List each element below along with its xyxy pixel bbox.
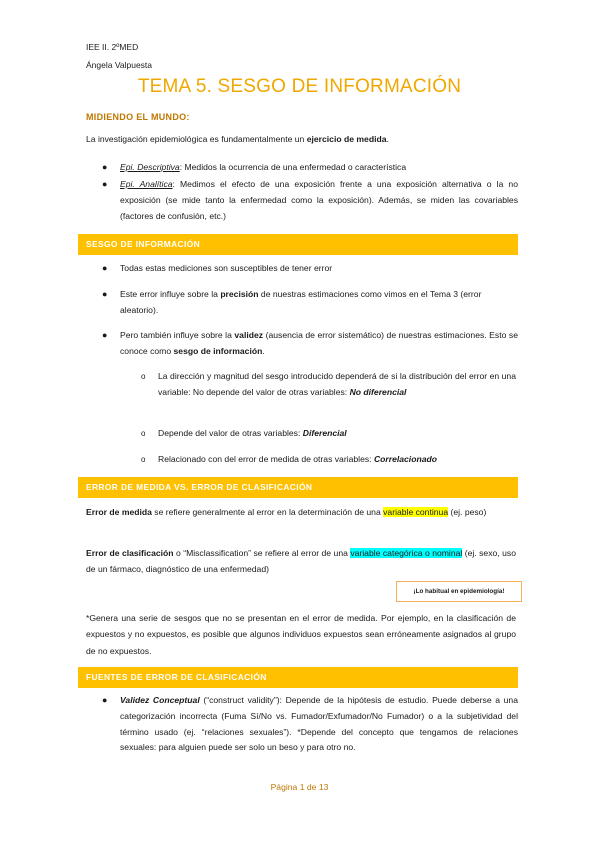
subbullet-diferencial: o Depende del valor de otras variables: Diferencial [158, 426, 516, 442]
bullet-icon: ● [102, 162, 108, 172]
intro-paragraph: La investigación epidemiológica es fundamentalmente un ejercicio de medida. [86, 134, 389, 144]
bullet-epi-analitica: ● Epi. Analítica: Medimos el efecto de una exposición frente a una exposición alternativa o la no exposición (se mide tanto la enfermedad como la exposición). Además, se miden las covariables (factores de confusión, etc.) [102, 179, 518, 221]
bullet-icon: ● [102, 179, 108, 189]
paragraph-error-clasificacion: Error de clasificación o “Misclassification” se refiere al error de una variable categórica o nominal (ej. sexo, uso de un fármaco, diagnóstico de una enfermedad) [86, 548, 516, 575]
bullet-icon: ● [102, 263, 108, 273]
bullet-mediciones-error: ● Todas estas mediciones son susceptibles de tener error [120, 261, 518, 277]
page-footer: Página 1 de 13 [270, 782, 329, 792]
paragraph-genera-sesgos: *Genera una serie de sesgos que no se presentan en el error de medida. Por ejemplo, en la clasificación de expuestos y no expuestos, es posible que algunos individuos expuestos sean erróneamente asignados al grupo de no expuestos. [86, 613, 516, 656]
bullet-icon: ● [102, 695, 108, 705]
circle-bullet-icon: o [141, 429, 146, 438]
subbullet-no-diferencial: o La dirección y magnitud del sesgo introducido dependerá de si la distribución del error en una variable: No depende del valor de otras variables: No diferencial [141, 371, 516, 397]
author-header: Ángela Valpuesta [86, 60, 153, 70]
paragraph-error-medida: Error de medida se refiere generalmente al error en la determinación de una variable continua (ej. peso) [86, 507, 487, 517]
bullet-validez: ● Pero también influye sobre la validez (ausencia de error sistemático) de nuestras estimaciones. Esto se conoce como sesgo de información. [102, 330, 518, 356]
note-box-habitual: ¡Lo habitual en epidemiología! [396, 581, 522, 602]
subbullet-correlacionado: o Relacionado con del error de medida de otras variables: Correlacionado [158, 452, 516, 468]
section-subtitle-midiendo: MIDIENDO EL MUNDO: [86, 112, 190, 122]
highlight-variable-categorica: variable categórica o nominal [350, 548, 463, 558]
section-bar-error-medida: ERROR DE MEDIDA VS. ERROR DE CLASIFICACIÓN [78, 477, 518, 498]
circle-bullet-icon: o [141, 372, 146, 381]
bullet-precision: ● Este error influye sobre la precisión de nuestras estimaciones como vimos en el Tema 3 (error aleatorio). [102, 289, 482, 315]
circle-bullet-icon: o [141, 455, 146, 464]
course-header: IEE II. 2ºMED [86, 42, 139, 52]
section-bar-sesgo-informacion: SESGO DE INFORMACIÓN [78, 234, 518, 255]
highlight-variable-continua: variable continua [383, 507, 449, 517]
bullet-icon: ● [102, 289, 108, 299]
section-bar-fuentes-error: FUENTES DE ERROR DE CLASIFICACIÓN [78, 667, 518, 688]
page-title: TEMA 5. SESGO DE INFORMACIÓN [137, 76, 462, 97]
bullet-icon: ● [102, 330, 108, 340]
bullet-epi-descriptiva: ● Epi. Descriptiva: Medidos la ocurrencia de una enfermedad o característica [120, 160, 518, 176]
bullet-validez-conceptual: ● Validez Conceptual (“construct validity”): Depende de la hipótesis de estudio. Puede deberse a una categorización incorrecta (Fuma Sí/No vs. Fumador/Exfumador/No Fumador) o a la subjetividad del término usado (ej. “relaciones sexuales”). *Depende del concepto que tengamos de relaciones sexuales: para alguien puede ser solo un beso y para otro no. [102, 695, 518, 753]
